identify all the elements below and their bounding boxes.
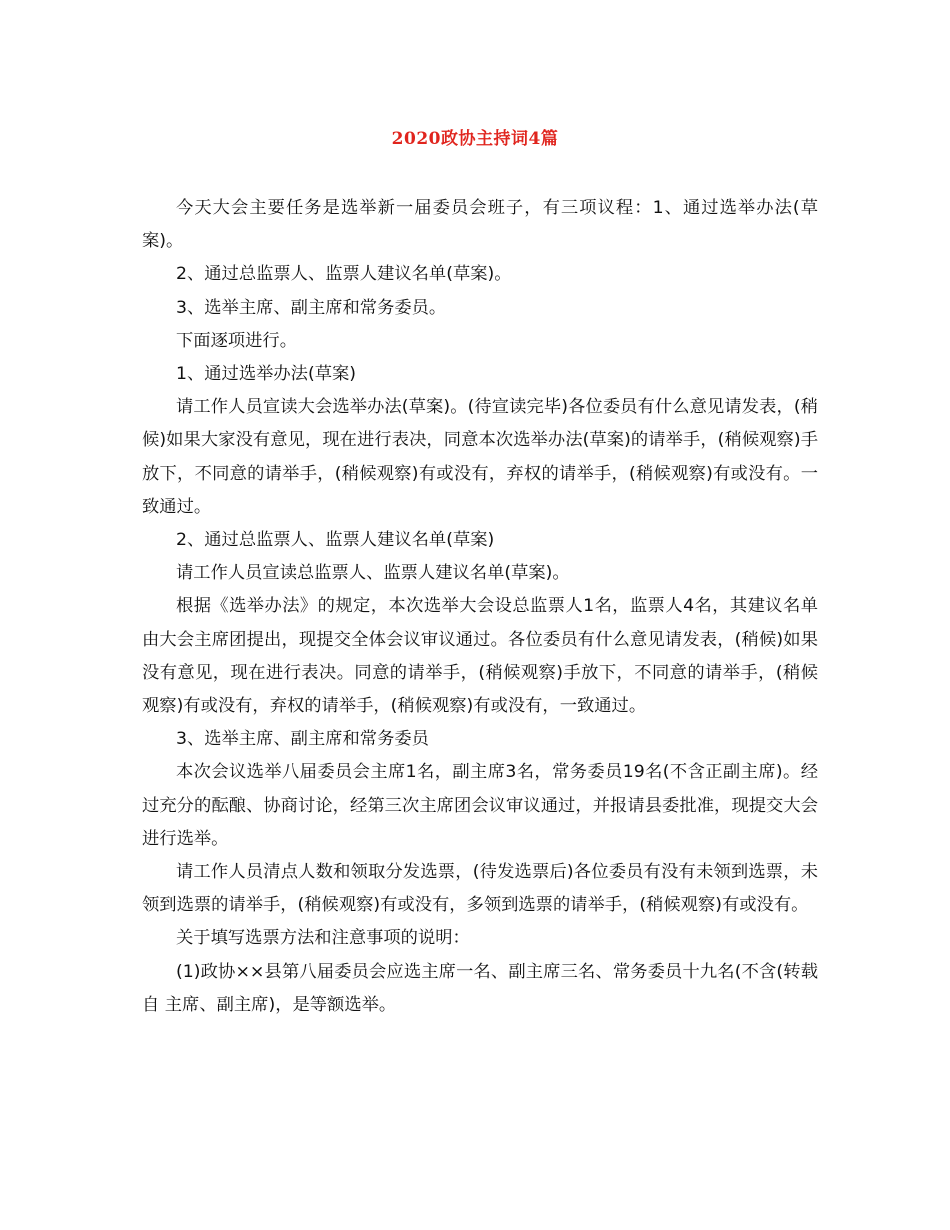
paragraph: 请工作人员宣读大会选举办法(草案)。(待宣读完毕)各位委员有什么意见请发表，(稍候)如果大家没有意见，现在进行表决，同意本次选举办法(草案)的请举手，(稍候观察)手放下，不同意的请举手，(稍候观察)有或没有，弃权的请举手，(稍候观察)有或没有。一致通过。 xyxy=(142,397,818,517)
paragraph: 请工作人员清点人数和领取分发选票，(待发选票后)各位委员有没有未领到选票，未领到选票的请举手，(稍候观察)有或没有，多领到选票的请举手，(稍候观察)有或没有。 xyxy=(142,862,818,916)
paragraph: 关于填写选票方法和注意事项的说明： xyxy=(176,928,470,949)
section-heading: 2、通过总监票人、监票人建议名单(草案) xyxy=(176,530,495,551)
paragraph: 今天大会主要任务是选举新一届委员会班子，有三项议程：1、通过选举办法(草案)。 xyxy=(142,198,818,252)
document-body xyxy=(142,192,818,1022)
paragraph: (1)政协××县第八届委员会应选主席一名、副主席三名、常务委员十九名(不含(转载自 主席、副主席)，是等额选举。 xyxy=(142,961,818,1015)
paragraph: 本次会议选举八届委员会主席1名，副主席3名，常务委员19名(不含正副主席)。经过充分的酝酿、协商讨论，经第三次主席团会议审议通过，并报请县委批准，现提交大会进行选举。 xyxy=(142,762,818,849)
paragraph: 2、通过总监票人、监票人建议名单(草案)。 xyxy=(176,264,512,285)
section-heading: 1、通过选举办法(草案) xyxy=(176,364,357,385)
paragraph: 根据《选举办法》的规定，本次选举大会设总监票人1名，监票人4名，其建议名单由大会主席团提出，现提交全体会议审议通过。各位委员有什么意见请发表，(稍候)如果没有意见，现在进行表决。同意的请举手，(稍候观察)手放下，不同意的请举手，(稍候观察)有或没有，弃权的请举手，(稍候观察)有或没有，一致通过。 xyxy=(142,596,818,717)
section-heading: 3、选举主席、副主席和常务委员 xyxy=(176,729,429,750)
paragraph: 请工作人员宣读总监票人、监票人建议名单(草案)。 xyxy=(176,563,570,584)
document-title: 2020政协主持词4篇 xyxy=(391,129,559,149)
paragraph: 下面逐项进行。 xyxy=(176,330,297,351)
paragraph: 3、选举主席、副主席和常务委员。 xyxy=(176,297,447,318)
